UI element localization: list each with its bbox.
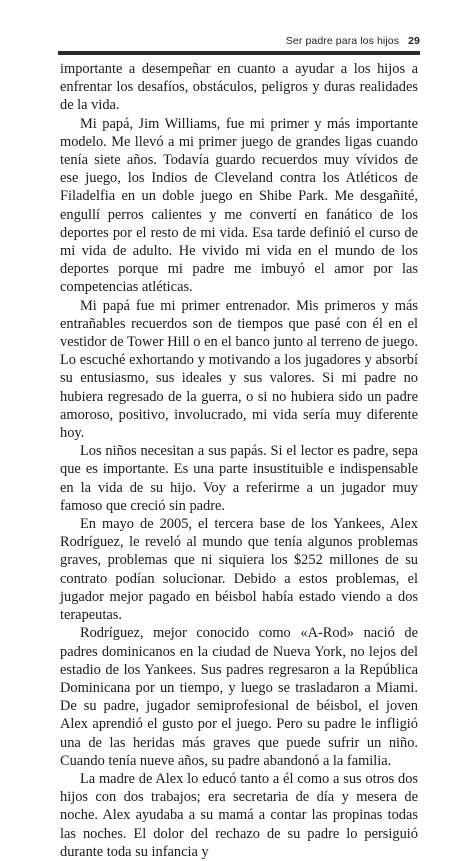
running-header [60,35,420,51]
paragraph-continued: importante a desempeñar en cuanto a ayudar a los hijos a enfrentar los desafíos, obstáculos, peligros y duras realidades de la vida. [60,61,418,114]
paragraph: Rodríguez, mejor conocido como «A-Rod» nació de padres dominicanos en la ciudad de Nueva York, no lejos del estadio de los Yankees. Sus padres regresaron a la República Dominicana por un tiempo, y luego se trasladaron a Miami. De su padre, jugador semiprofesional de béisbol, el joven Alex aprendió el gusto por el juego. Pero su padre le infligió una de las heridas más graves que puede sufrir un niño. Cuando tenía nueve años, su padre abandonó a la familia. [60,625,418,769]
header-rule [58,51,420,55]
body-text [60,60,418,861]
paragraph: En mayo de 2005, el tercera base de los Yankees, Alex Rodríguez, le reveló al mundo que tenía algunos problemas graves, problemas que ni siquiera los $252 millones de su contrato podían solucionar. Debido a estos problemas, el jugador mejor pagado en béisbol había estado viendo a dos terapeutas. [60,516,418,624]
paragraph: Mi papá fue mi primer entrenador. Mis primeros y más entrañables recuerdos son de tiempos que pasé con él en el vestidor de Tower Hill o en el banco junto al terreno de juego. Lo escuché exhortando y motivando a los jugadores y absorbí su entusiasmo, sus ideales y sus valores. Si mi padre no hubiera regresado de la guerra, o si no hubiera sido un padre amoroso, positivo, involucrado, mi vida sería muy diferente hoy. [60,297,418,442]
paragraph: La madre de Alex lo educó tanto a él como a sus otros dos hijos con dos trabajos; era secretaria de día y mesera de noche. Alex ayudaba a su mamá a contar las propinas todas las noches. El dolor del rechazo de su padre lo persiguió durante toda su infancia y [60,770,418,860]
paragraph: Los niños necesitan a sus papás. Si el lector es padre, sepa que es importante. Es una parte insustituible e indispensable en la vida de su hijo. Voy a referirme a un jugador muy famoso que creció sin padre. [60,443,418,514]
paragraph: Mi papá, Jim Williams, fue mi primer y más importante modelo. Me llevó a mi primer juego de grandes ligas cuando tenía siete años. Todavía guardo recuerdos muy vívidos de ese juego, los Indios de Cleveland contra los Atléticos de Filadelfia en un doble juego en Shibe Park. Me desgañité, engullí perros calientes y me convertí en fanático de los deportes por el resto de mi vida. Esa tarde definió el curso de mi vida de adulto. He vivido mi vida en el mundo de los deportes porque mi padre me imbuyó el amor por las competencias atléticas. [60,115,418,296]
page-number: 29 [408,35,420,47]
book-title: Ser padre para los hijos [285,35,400,47]
